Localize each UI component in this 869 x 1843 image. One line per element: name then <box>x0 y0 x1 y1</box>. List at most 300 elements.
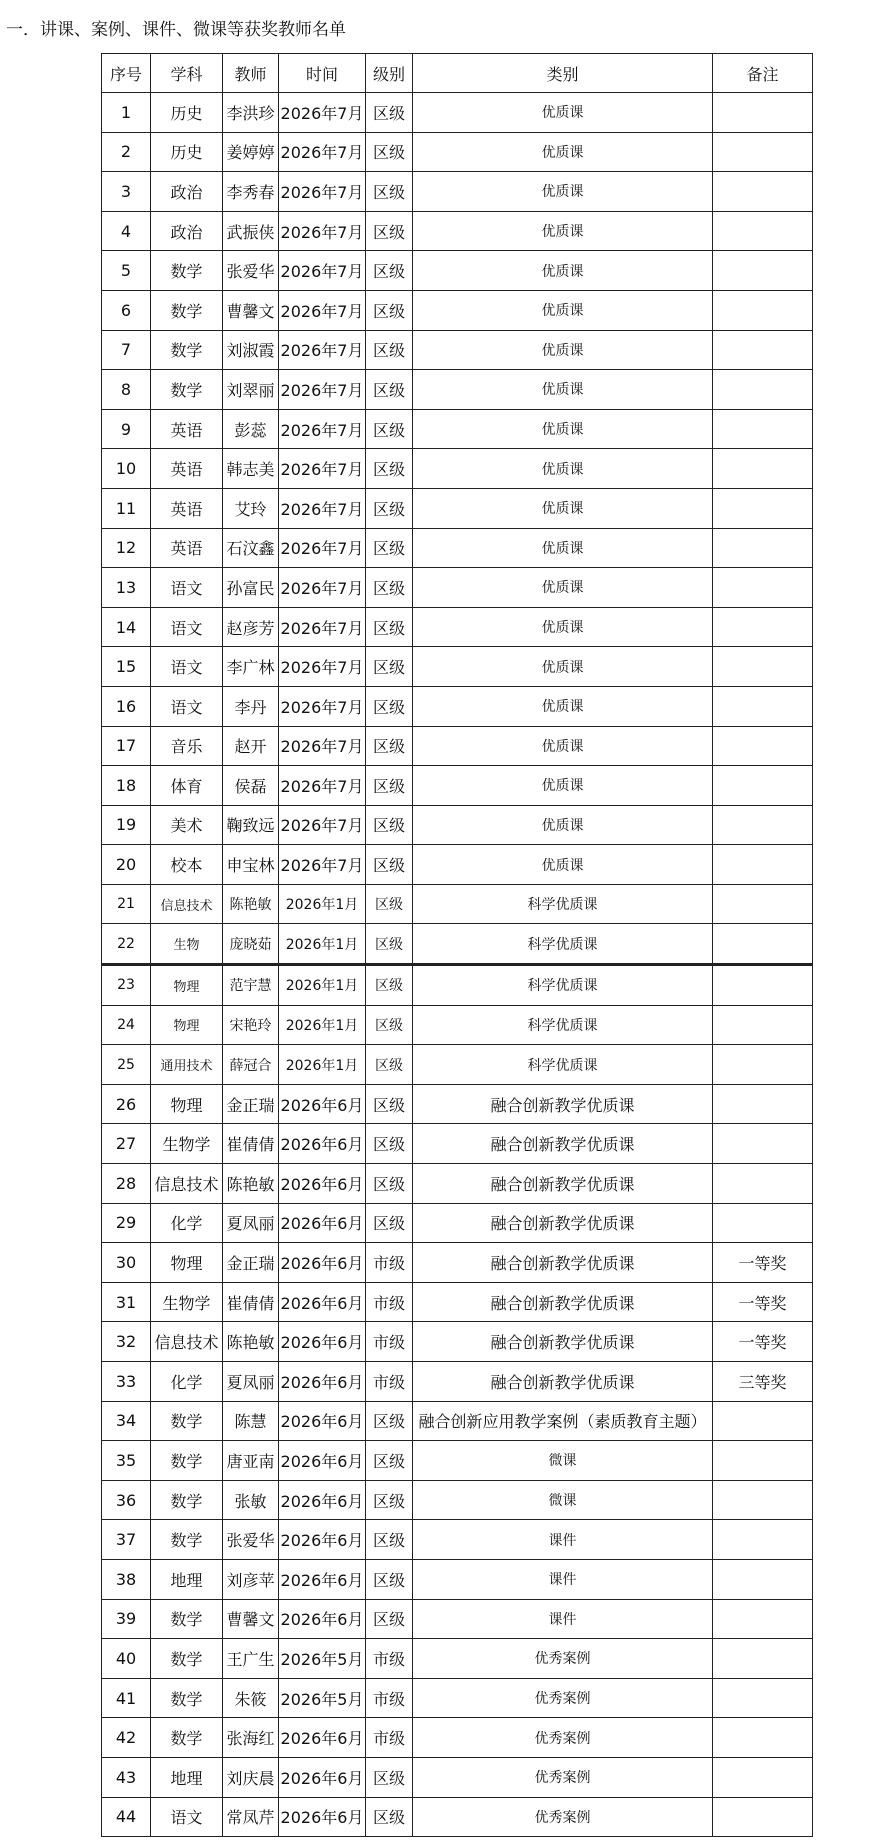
cell-level: 区级 <box>366 330 413 370</box>
cell-category: 优秀案例 <box>413 1678 713 1718</box>
cell-category: 优质课 <box>413 290 713 330</box>
table-header-row <box>102 54 813 93</box>
cell-date: 2026年7月 <box>279 290 366 330</box>
cell-note <box>713 726 813 766</box>
cell-level: 区级 <box>366 1520 413 1560</box>
cell-teacher: 侯磊 <box>223 766 279 806</box>
cell-note <box>713 1520 813 1560</box>
cell-subject: 数学 <box>151 1520 223 1560</box>
cell-date: 2026年1月 <box>279 924 366 965</box>
cell-subject: 物理 <box>151 1005 223 1045</box>
cell-note <box>713 568 813 608</box>
cell-category: 科学优质课 <box>413 884 713 924</box>
cell-note <box>713 766 813 806</box>
cell-date: 2026年6月 <box>279 1480 366 1520</box>
cell-note <box>713 1797 813 1837</box>
table-row <box>102 1243 813 1283</box>
cell-date: 2026年7月 <box>279 845 366 885</box>
cell-no: 30 <box>102 1243 151 1283</box>
cell-no: 9 <box>102 409 151 449</box>
cell-level: 区级 <box>366 845 413 885</box>
cell-no: 5 <box>102 251 151 291</box>
cell-category: 优质课 <box>413 370 713 410</box>
cell-subject: 政治 <box>151 172 223 212</box>
cell-category: 优质课 <box>413 211 713 251</box>
cell-date: 2026年7月 <box>279 647 366 687</box>
table-row <box>102 449 813 489</box>
cell-category: 优秀案例 <box>413 1639 713 1679</box>
cell-date: 2026年7月 <box>279 370 366 410</box>
cell-subject: 通用技术 <box>151 1045 223 1085</box>
cell-note <box>713 251 813 291</box>
cell-subject: 语文 <box>151 607 223 647</box>
cell-subject: 数学 <box>151 1718 223 1758</box>
cell-no: 24 <box>102 1005 151 1045</box>
cell-date: 2026年7月 <box>279 211 366 251</box>
table-row <box>102 1401 813 1441</box>
cell-no: 21 <box>102 884 151 924</box>
cell-subject: 历史 <box>151 93 223 133</box>
cell-teacher: 艾玲 <box>223 488 279 528</box>
column-header-no: 序号 <box>102 54 151 93</box>
cell-date: 2026年6月 <box>279 1797 366 1837</box>
cell-note <box>713 1124 813 1164</box>
cell-teacher: 赵开 <box>223 726 279 766</box>
cell-category: 优秀案例 <box>413 1718 713 1758</box>
cell-note <box>713 1084 813 1124</box>
cell-category: 课件 <box>413 1520 713 1560</box>
cell-category: 优质课 <box>413 172 713 212</box>
cell-teacher: 鞠致远 <box>223 805 279 845</box>
cell-teacher: 刘翠丽 <box>223 370 279 410</box>
cell-level: 市级 <box>366 1639 413 1679</box>
cell-note <box>713 330 813 370</box>
cell-date: 2026年7月 <box>279 686 366 726</box>
cell-date: 2026年1月 <box>279 884 366 924</box>
cell-category: 融合创新教学优质课 <box>413 1243 713 1283</box>
cell-date: 2026年6月 <box>279 1084 366 1124</box>
cell-date: 2026年7月 <box>279 251 366 291</box>
cell-no: 37 <box>102 1520 151 1560</box>
cell-no: 29 <box>102 1203 151 1243</box>
cell-subject: 数学 <box>151 330 223 370</box>
cell-date: 2026年6月 <box>279 1203 366 1243</box>
cell-no: 13 <box>102 568 151 608</box>
table-row <box>102 172 813 212</box>
cell-date: 2026年7月 <box>279 488 366 528</box>
table-row <box>102 290 813 330</box>
cell-subject: 生物 <box>151 924 223 965</box>
cell-note <box>713 686 813 726</box>
cell-level: 区级 <box>366 647 413 687</box>
cell-note: 一等奖 <box>713 1282 813 1322</box>
cell-teacher: 刘彦苹 <box>223 1559 279 1599</box>
cell-teacher: 陈艳敏 <box>223 1164 279 1204</box>
cell-note <box>713 1203 813 1243</box>
cell-no: 23 <box>102 965 151 1006</box>
cell-note: 一等奖 <box>713 1322 813 1362</box>
cell-category: 优秀案例 <box>413 1757 713 1797</box>
cell-teacher: 彭蕊 <box>223 409 279 449</box>
cell-note <box>713 1005 813 1045</box>
cell-teacher: 石汶鑫 <box>223 528 279 568</box>
cell-teacher: 陈艳敏 <box>223 884 279 924</box>
table-row <box>102 1203 813 1243</box>
cell-date: 2026年1月 <box>279 1005 366 1045</box>
cell-teacher: 李洪珍 <box>223 93 279 133</box>
table-row <box>102 568 813 608</box>
cell-teacher: 陈艳敏 <box>223 1322 279 1362</box>
table-row <box>102 1084 813 1124</box>
cell-subject: 数学 <box>151 251 223 291</box>
cell-teacher: 庞晓茹 <box>223 924 279 965</box>
table-row <box>102 1480 813 1520</box>
cell-date: 2026年5月 <box>279 1678 366 1718</box>
cell-no: 40 <box>102 1639 151 1679</box>
cell-teacher: 朱筱 <box>223 1678 279 1718</box>
cell-category: 融合创新教学优质课 <box>413 1124 713 1164</box>
cell-subject: 语文 <box>151 568 223 608</box>
cell-level: 区级 <box>366 409 413 449</box>
cell-date: 2026年6月 <box>279 1718 366 1758</box>
cell-level: 区级 <box>366 1164 413 1204</box>
cell-category: 课件 <box>413 1599 713 1639</box>
cell-teacher: 张海红 <box>223 1718 279 1758</box>
cell-no: 44 <box>102 1797 151 1837</box>
cell-subject: 信息技术 <box>151 1164 223 1204</box>
cell-no: 14 <box>102 607 151 647</box>
cell-date: 2026年7月 <box>279 528 366 568</box>
cell-subject: 生物学 <box>151 1282 223 1322</box>
cell-note <box>713 924 813 965</box>
cell-level: 区级 <box>366 726 413 766</box>
cell-subject: 数学 <box>151 1480 223 1520</box>
cell-level: 区级 <box>366 1480 413 1520</box>
cell-date: 2026年7月 <box>279 568 366 608</box>
cell-category: 优质课 <box>413 686 713 726</box>
table-row <box>102 251 813 291</box>
cell-note <box>713 172 813 212</box>
cell-level: 区级 <box>366 93 413 133</box>
table-row <box>102 93 813 133</box>
cell-teacher: 张爱华 <box>223 1520 279 1560</box>
cell-note <box>713 845 813 885</box>
cell-teacher: 孙富民 <box>223 568 279 608</box>
cell-category: 科学优质课 <box>413 1045 713 1085</box>
cell-level: 区级 <box>366 290 413 330</box>
column-header-teacher: 教师 <box>223 54 279 93</box>
table-row <box>102 1757 813 1797</box>
cell-category: 优秀案例 <box>413 1797 713 1837</box>
cell-no: 35 <box>102 1441 151 1481</box>
cell-level: 区级 <box>366 965 413 1006</box>
cell-category: 优质课 <box>413 766 713 806</box>
cell-level: 区级 <box>366 1084 413 1124</box>
cell-note <box>713 1599 813 1639</box>
cell-date: 2026年6月 <box>279 1282 366 1322</box>
cell-level: 区级 <box>366 884 413 924</box>
table-row <box>102 845 813 885</box>
table-row <box>102 805 813 845</box>
cell-teacher: 金正瑞 <box>223 1243 279 1283</box>
cell-no: 7 <box>102 330 151 370</box>
table-row <box>102 1441 813 1481</box>
cell-category: 微课 <box>413 1441 713 1481</box>
cell-subject: 数学 <box>151 1639 223 1679</box>
cell-no: 3 <box>102 172 151 212</box>
cell-category: 优质课 <box>413 93 713 133</box>
cell-category: 课件 <box>413 1559 713 1599</box>
table-row <box>102 1362 813 1402</box>
cell-category: 优质课 <box>413 647 713 687</box>
cell-subject: 英语 <box>151 528 223 568</box>
cell-no: 22 <box>102 924 151 965</box>
cell-note <box>713 965 813 1006</box>
cell-note: 三等奖 <box>713 1362 813 1402</box>
cell-date: 2026年6月 <box>279 1243 366 1283</box>
cell-subject: 校本 <box>151 845 223 885</box>
cell-level: 区级 <box>366 568 413 608</box>
cell-level: 区级 <box>366 607 413 647</box>
cell-no: 10 <box>102 449 151 489</box>
cell-date: 2026年7月 <box>279 607 366 647</box>
cell-no: 31 <box>102 1282 151 1322</box>
cell-note: 一等奖 <box>713 1243 813 1283</box>
cell-subject: 语文 <box>151 647 223 687</box>
cell-no: 20 <box>102 845 151 885</box>
cell-note <box>713 211 813 251</box>
cell-date: 2026年6月 <box>279 1757 366 1797</box>
cell-date: 2026年6月 <box>279 1559 366 1599</box>
table-row <box>102 330 813 370</box>
cell-teacher: 刘淑霞 <box>223 330 279 370</box>
table-row <box>102 884 813 924</box>
table-row <box>102 1045 813 1085</box>
table-row <box>102 1520 813 1560</box>
document-heading: 一．讲课、案例、课件、微课等获奖教师名单 <box>6 20 346 40</box>
cell-level: 区级 <box>366 528 413 568</box>
cell-teacher: 李广林 <box>223 647 279 687</box>
cell-category: 融合创新应用教学案例（素质教育主题） <box>413 1401 713 1441</box>
cell-no: 2 <box>102 132 151 172</box>
cell-no: 11 <box>102 488 151 528</box>
cell-teacher: 唐亚南 <box>223 1441 279 1481</box>
table-row <box>102 132 813 172</box>
cell-no: 8 <box>102 370 151 410</box>
cell-category: 科学优质课 <box>413 965 713 1006</box>
cell-date: 2026年6月 <box>279 1124 366 1164</box>
cell-subject: 物理 <box>151 1084 223 1124</box>
cell-teacher: 姜婷婷 <box>223 132 279 172</box>
cell-teacher: 范宇慧 <box>223 965 279 1006</box>
cell-level: 区级 <box>366 251 413 291</box>
cell-subject: 信息技术 <box>151 884 223 924</box>
cell-category: 融合创新教学优质课 <box>413 1164 713 1204</box>
cell-no: 28 <box>102 1164 151 1204</box>
table-row <box>102 488 813 528</box>
cell-level: 市级 <box>366 1322 413 1362</box>
cell-category: 优质课 <box>413 132 713 172</box>
cell-level: 市级 <box>366 1282 413 1322</box>
cell-note <box>713 528 813 568</box>
cell-date: 2026年1月 <box>279 965 366 1006</box>
cell-date: 2026年6月 <box>279 1520 366 1560</box>
cell-no: 18 <box>102 766 151 806</box>
cell-teacher: 张爱华 <box>223 251 279 291</box>
cell-subject: 音乐 <box>151 726 223 766</box>
table-row <box>102 1797 813 1837</box>
cell-date: 2026年7月 <box>279 766 366 806</box>
cell-subject: 数学 <box>151 1678 223 1718</box>
cell-category: 优质课 <box>413 528 713 568</box>
cell-level: 市级 <box>366 1678 413 1718</box>
cell-note <box>713 1757 813 1797</box>
cell-subject: 数学 <box>151 370 223 410</box>
cell-note <box>713 1401 813 1441</box>
cell-level: 区级 <box>366 488 413 528</box>
cell-note <box>713 93 813 133</box>
cell-no: 6 <box>102 290 151 330</box>
cell-note <box>713 1718 813 1758</box>
cell-note <box>713 449 813 489</box>
cell-note <box>713 607 813 647</box>
cell-date: 2026年7月 <box>279 805 366 845</box>
cell-subject: 化学 <box>151 1362 223 1402</box>
cell-subject: 语文 <box>151 686 223 726</box>
cell-date: 2026年7月 <box>279 409 366 449</box>
table-row <box>102 1124 813 1164</box>
table-row <box>102 1678 813 1718</box>
cell-subject: 体育 <box>151 766 223 806</box>
cell-no: 36 <box>102 1480 151 1520</box>
cell-date: 2026年6月 <box>279 1362 366 1402</box>
cell-level: 区级 <box>366 172 413 212</box>
cell-level: 区级 <box>366 686 413 726</box>
cell-category: 优质课 <box>413 607 713 647</box>
cell-subject: 英语 <box>151 488 223 528</box>
cell-note <box>713 409 813 449</box>
cell-no: 27 <box>102 1124 151 1164</box>
cell-category: 融合创新教学优质课 <box>413 1084 713 1124</box>
cell-subject: 政治 <box>151 211 223 251</box>
cell-category: 优质课 <box>413 330 713 370</box>
cell-note <box>713 1164 813 1204</box>
table-row <box>102 686 813 726</box>
cell-date: 2026年6月 <box>279 1164 366 1204</box>
table-row <box>102 766 813 806</box>
cell-teacher: 王广生 <box>223 1639 279 1679</box>
table-row <box>102 924 813 965</box>
cell-level: 区级 <box>366 132 413 172</box>
cell-date: 2026年7月 <box>279 330 366 370</box>
cell-note <box>713 370 813 410</box>
cell-date: 2026年7月 <box>279 726 366 766</box>
cell-level: 区级 <box>366 449 413 489</box>
cell-no: 42 <box>102 1718 151 1758</box>
cell-teacher: 李秀春 <box>223 172 279 212</box>
cell-level: 市级 <box>366 1718 413 1758</box>
cell-level: 区级 <box>366 1757 413 1797</box>
award-teacher-table <box>101 53 813 1837</box>
cell-date: 2026年7月 <box>279 449 366 489</box>
table-row <box>102 607 813 647</box>
cell-no: 43 <box>102 1757 151 1797</box>
table-row <box>102 409 813 449</box>
cell-date: 2026年6月 <box>279 1599 366 1639</box>
cell-level: 区级 <box>366 370 413 410</box>
cell-level: 区级 <box>366 211 413 251</box>
cell-date: 2026年6月 <box>279 1401 366 1441</box>
cell-note <box>713 884 813 924</box>
cell-no: 25 <box>102 1045 151 1085</box>
cell-note <box>713 805 813 845</box>
cell-no: 26 <box>102 1084 151 1124</box>
cell-subject: 数学 <box>151 290 223 330</box>
cell-date: 2026年6月 <box>279 1322 366 1362</box>
cell-teacher: 韩志美 <box>223 449 279 489</box>
cell-subject: 地理 <box>151 1757 223 1797</box>
cell-teacher: 金正瑞 <box>223 1084 279 1124</box>
table-row <box>102 528 813 568</box>
cell-teacher: 夏凤丽 <box>223 1362 279 1402</box>
cell-note <box>713 1678 813 1718</box>
cell-note <box>713 1441 813 1481</box>
table-row <box>102 1282 813 1322</box>
cell-subject: 信息技术 <box>151 1322 223 1362</box>
cell-note <box>713 1639 813 1679</box>
cell-no: 39 <box>102 1599 151 1639</box>
cell-subject: 化学 <box>151 1203 223 1243</box>
table-row <box>102 1559 813 1599</box>
cell-subject: 物理 <box>151 965 223 1006</box>
table-row <box>102 1718 813 1758</box>
table-row <box>102 726 813 766</box>
table-body <box>102 93 813 1837</box>
cell-category: 融合创新教学优质课 <box>413 1362 713 1402</box>
cell-category: 微课 <box>413 1480 713 1520</box>
cell-teacher: 赵彦芳 <box>223 607 279 647</box>
cell-no: 32 <box>102 1322 151 1362</box>
cell-no: 41 <box>102 1678 151 1718</box>
column-header-subject: 学科 <box>151 54 223 93</box>
cell-category: 融合创新教学优质课 <box>413 1282 713 1322</box>
cell-category: 优质课 <box>413 568 713 608</box>
cell-level: 区级 <box>366 1559 413 1599</box>
column-header-level: 级别 <box>366 54 413 93</box>
cell-level: 区级 <box>366 1599 413 1639</box>
cell-date: 2026年7月 <box>279 172 366 212</box>
cell-level: 区级 <box>366 1441 413 1481</box>
cell-teacher: 武振侠 <box>223 211 279 251</box>
cell-level: 区级 <box>366 766 413 806</box>
table-row <box>102 965 813 1006</box>
table-row <box>102 1322 813 1362</box>
cell-category: 优质课 <box>413 488 713 528</box>
cell-no: 1 <box>102 93 151 133</box>
cell-category: 优质课 <box>413 726 713 766</box>
cell-category: 优质课 <box>413 409 713 449</box>
table-row <box>102 1005 813 1045</box>
cell-no: 4 <box>102 211 151 251</box>
cell-teacher: 张敏 <box>223 1480 279 1520</box>
cell-date: 2026年5月 <box>279 1639 366 1679</box>
cell-no: 33 <box>102 1362 151 1402</box>
cell-note <box>713 1559 813 1599</box>
cell-teacher: 常凤芹 <box>223 1797 279 1837</box>
cell-teacher: 李丹 <box>223 686 279 726</box>
cell-teacher: 崔倩倩 <box>223 1124 279 1164</box>
cell-date: 2026年1月 <box>279 1045 366 1085</box>
